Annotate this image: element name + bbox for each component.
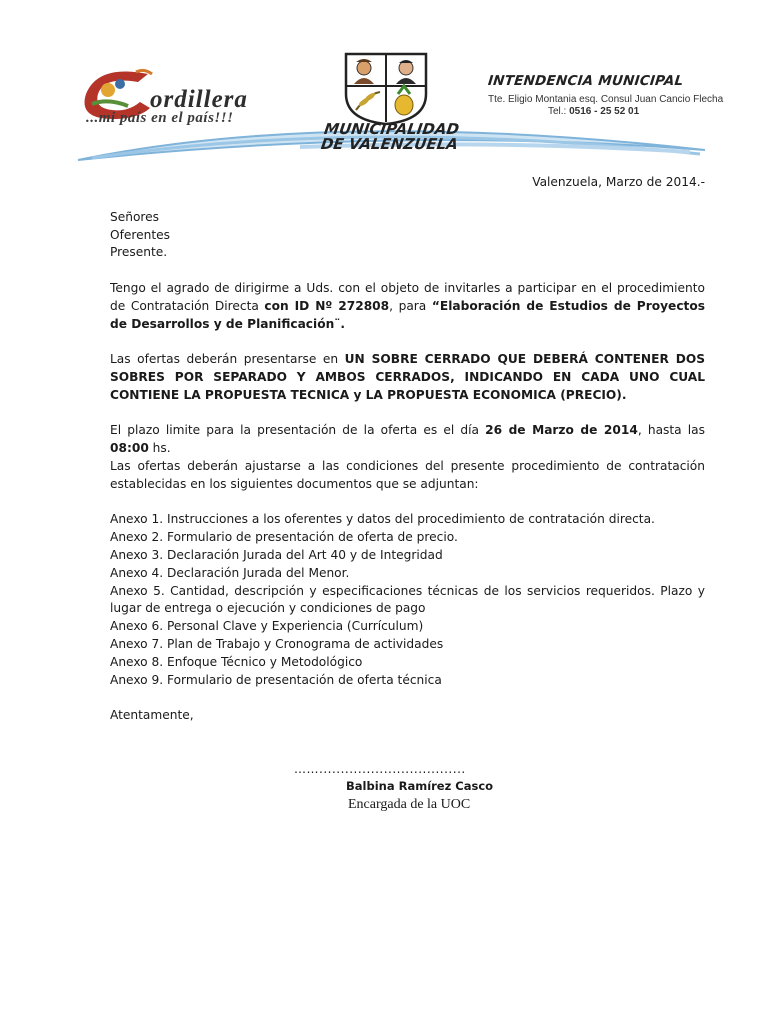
office-address: Tte. Eligio Montania esq. Consul Juan Cancio Flecha [488,94,724,105]
cordillera-word: ordillera [150,86,248,113]
procurement-id: con ID Nº 272808 [264,298,390,313]
project-title: “Elaboración de Estudios de Proyectos de Desarrollos y de Planificación¨. [110,298,705,331]
annex-item: Anexo 7. Plan de Trabajo y Cronograma de actividades [110,636,444,651]
cordillera-slogan: ...mi país en el país!!! [86,110,234,126]
annex-item: Anexo 8. Enfoque Técnico y Metodológico [110,654,363,669]
letter-date: Valenzuela, Marzo de 2014.- [532,175,705,189]
office-phone [548,106,639,117]
paragraph-text: Tengo el agrado de dirigirme a Uds. con el objeto de invitarles a participar en el procedimiento de Contratación Directa [110,280,705,313]
municipality-name [296,122,485,152]
municipal-crest [342,50,430,126]
salutation-line: Oferentes [110,227,170,242]
annex-list [110,511,705,689]
signatory-name: Balbina Ramírez Casco [346,779,494,793]
annex-item: Anexo 4. Declaración Jurada del Menor. [110,565,350,580]
submission-instructions: UN SOBRE CERRADO QUE DEBERÁ CONTENER DOS SOBRES POR SEPARADO Y AMBOS CERRADOS, INDICANDO EN CADA UNO CUAL CONTIENE LA PROPUESTA TECNICA y LA PROPUESTA ECONOMICA (PRECIO). [110,352,705,402]
deadline-date: 26 de Marzo de 2014 [485,423,638,438]
municipality-line2: DE VALENZUELA [319,135,460,153]
paragraph-deadline [110,422,705,458]
signature-line: …….................................. [294,762,466,776]
salutation [110,209,705,262]
letter-body [110,174,705,725]
letterhead [0,0,768,170]
paragraph-text: Las ofertas deberán presentarse en [110,352,345,367]
annex-item: Anexo 2. Formulario de presentación de oferta de precio. [110,530,458,545]
annex-item: Anexo 9. Formulario de presentación de oferta técnica [110,672,442,687]
annex-item: Anexo 1. Instrucciones a los oferentes y datos del procedimiento de contratación directa. [110,512,655,527]
paragraph-text: , hasta las [637,423,705,438]
municipality-line1: MUNICIPALIDAD [323,120,461,138]
salutation-line: Señores [110,209,160,224]
annex-item: Anexo 3. Declaración Jurada del Art 40 y de Integridad [110,547,443,562]
phone-label: Tel.: [548,106,567,117]
paragraph-text: hs. [148,441,171,456]
annex-item: Anexo 5. Cantidad, descripción y especificaciones técnicas de los servicios requeridos. Plazo y lugar de entrega o ejecución y condiciones de pago [110,583,705,616]
annex-item: Anexo 6. Personal Clave y Experiencia (Currículum) [110,619,424,634]
office-name: INTENDENCIA MUNICIPAL [487,73,685,89]
paragraph-submission [110,351,705,404]
deadline-time: 08:00 [110,441,149,456]
paragraph-conditions: Las ofertas deberán ajustarse a las condiciones del presente procedimiento de contratación establecidas en los siguientes documentos que se adjuntan: [110,458,705,491]
salutation-line: Presente. [110,245,168,260]
paragraph-text: El plazo limite para la presentación de la oferta es el día [110,423,486,438]
paragraph-invitation [110,280,705,333]
phone-number: 0516 - 25 52 01 [569,106,640,117]
paragraph-text: , para [389,298,432,313]
signatory-role: Encargada de la UOC [348,797,471,812]
closing: Atentamente, [110,708,194,723]
